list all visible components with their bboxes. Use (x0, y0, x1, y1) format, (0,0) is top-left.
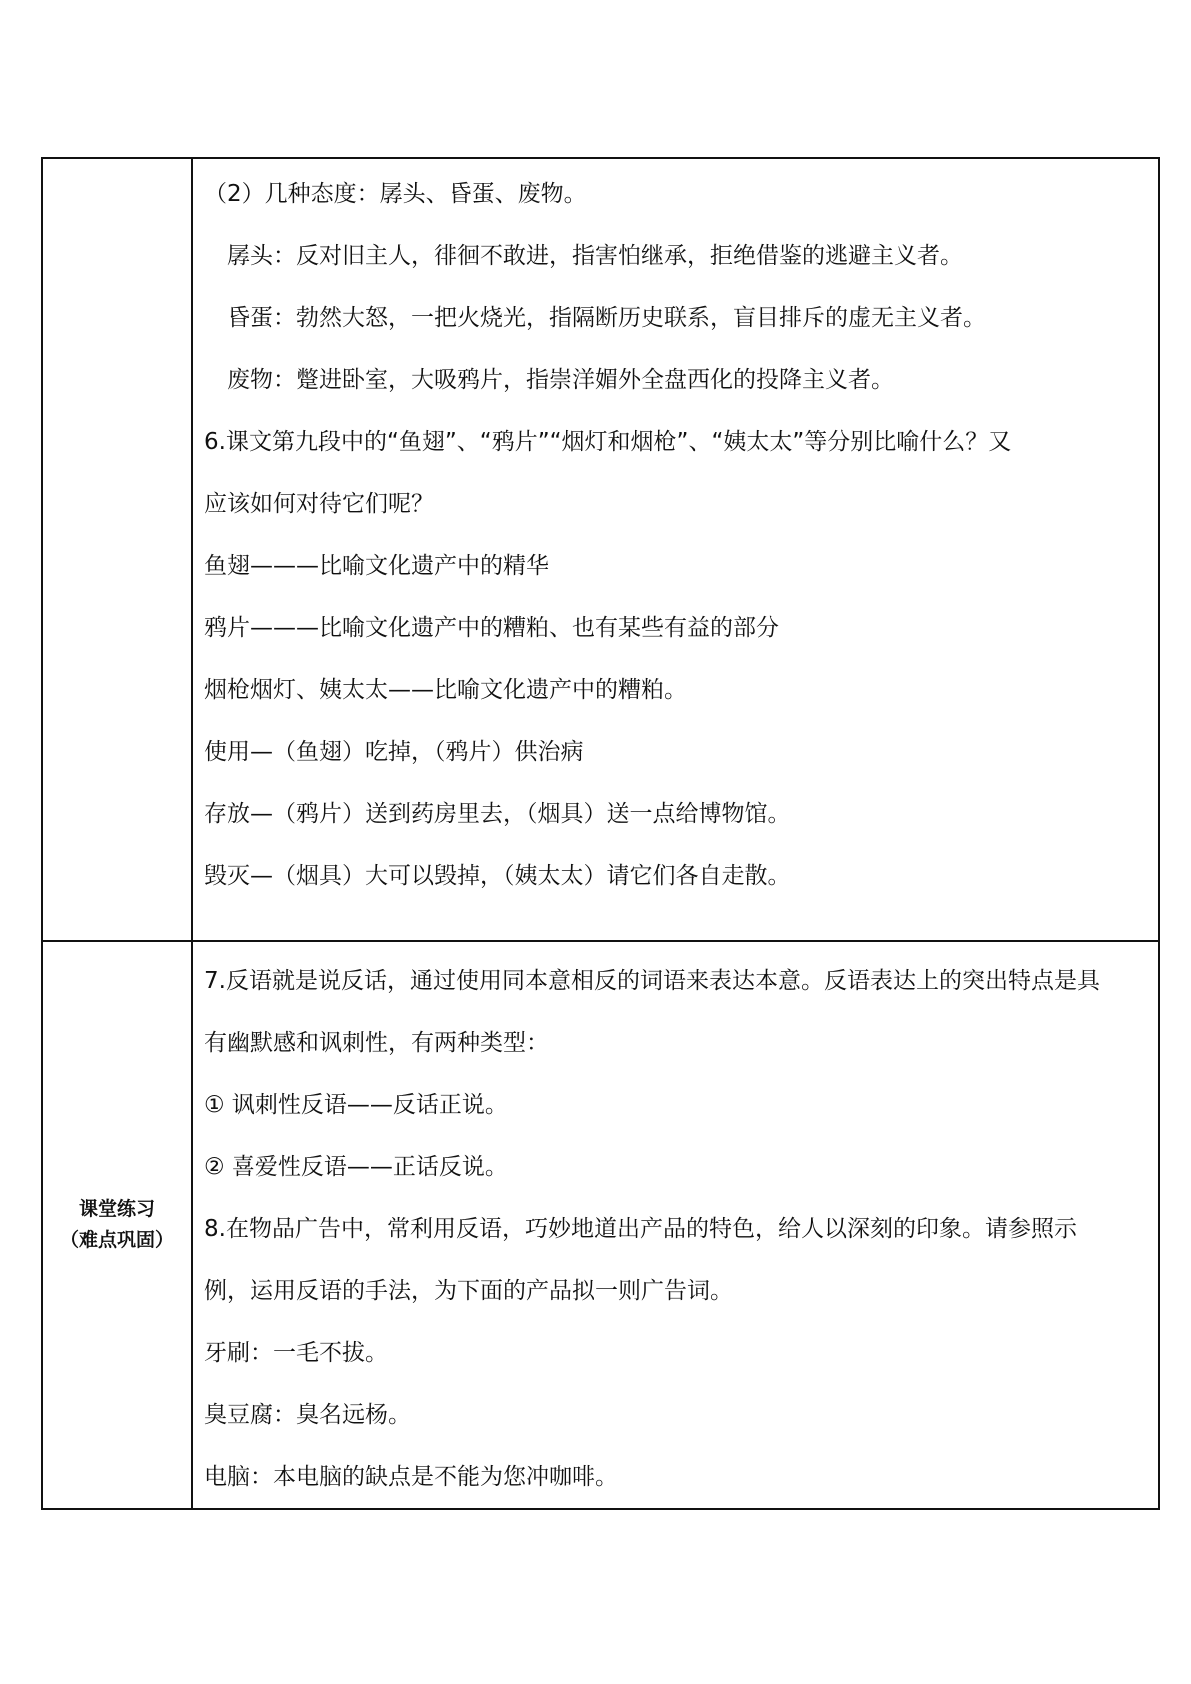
row-label-line-2: （难点巩固） (59, 1229, 174, 1251)
row-label-practice (42, 941, 192, 1509)
text-line: 昏蛋：勃然大怒，一把火烧光，指隔断历史联系，盲目排斥的虚无主义者。 (227, 305, 986, 331)
lesson-table (41, 157, 1160, 1510)
list-item: ② 喜爱性反语——正话反说。 (204, 1154, 508, 1180)
content-cell (192, 158, 1159, 941)
list-item: ① 讽刺性反语——反话正说。 (204, 1092, 508, 1118)
text-line: 使用—（鱼翅）吃掉，（鸦片）供治病 (204, 739, 584, 765)
subheading-attitudes: （2）几种态度：孱头、昏蛋、废物。 (204, 181, 587, 207)
example-line: 电脑：本电脑的缺点是不能为您冲咖啡。 (204, 1464, 618, 1490)
example-line: 臭豆腐：臭名远杨。 (204, 1402, 411, 1428)
question-6: 6.课文第九段中的“鱼翅”、“鸦片”“烟灯和烟枪”、“姨太太”等分别比喻什么？又 (204, 429, 1012, 455)
text-line: 鱼翅———比喻文化遗产中的精华 (204, 553, 549, 579)
table-row-practice (42, 941, 1159, 1509)
row-label-line-1: 课堂练习 (78, 1198, 155, 1220)
text-line: 烟枪烟灯、姨太太——比喻文化遗产中的糟粕。 (204, 677, 687, 703)
text-line: 孱头：反对旧主人，徘徊不敢进，指害怕继承，拒绝借鉴的逃避主义者。 (227, 243, 963, 269)
row-label-empty (42, 158, 192, 941)
example-line: 牙刷：一毛不拔。 (204, 1340, 388, 1366)
text-line: 存放—（鸦片）送到药房里去，（烟具）送一点给博物馆。 (204, 801, 791, 827)
question-8-continued: 例，运用反语的手法，为下面的产品拟一则广告词。 (204, 1278, 733, 1304)
text-line: 废物：蹩进卧室，大吸鸦片，指崇洋媚外全盘西化的投降主义者。 (227, 367, 894, 393)
question-6-continued: 应该如何对待它们呢？ (204, 491, 434, 517)
question-8: 8.在物品广告中，常利用反语，巧妙地道出产品的特色，给人以深刻的印象。请参照示 (204, 1216, 1077, 1242)
question-7-continued: 有幽默感和讽刺性，有两种类型： (204, 1030, 549, 1056)
question-7: 7.反语就是说反话，通过使用同本意相反的词语来表达本意。反语表达上的突出特点是具 (204, 968, 1100, 994)
text-line: 毁灭—（烟具）大可以毁掉，（姨太太）请它们各自走散。 (204, 863, 791, 889)
table-row-attitudes (42, 158, 1159, 941)
content-cell (192, 941, 1159, 1509)
text-line: 鸦片———比喻文化遗产中的糟粕、也有某些有益的部分 (204, 615, 779, 641)
